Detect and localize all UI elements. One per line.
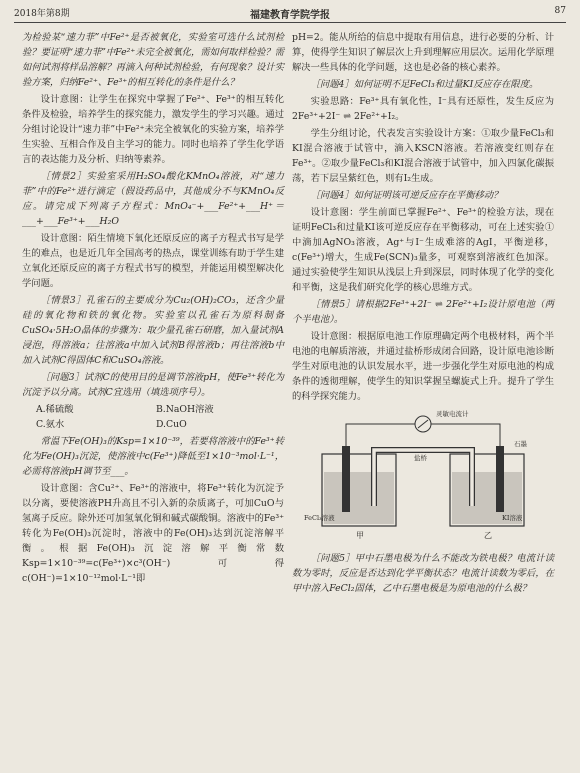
journal-title: 福建教育学院学报 [250, 10, 330, 21]
paragraph: 常温下Fe(OH)₃的Ksp=1×10⁻³⁹，若要将溶液中的Fe³⁺转化为Fe(OH)₃沉淀，使溶液中c(Fe³⁺)降低至1×10⁻³mol·L⁻¹，必需将溶液pH调节至___。 [22, 436, 284, 477]
paragraph: ［问题4］如何证明不足FeCl₃和过量KI反应存在限度。 [310, 79, 539, 90]
cell-diagram [304, 410, 542, 545]
paragraph: ［情景2］实验室采用H₂SO₄酸化KMnO₄溶液，对“速力菲”中的Fe²⁺进行滴定（假设药品中，其他成分不与KMnO₄反应。请完成下列离子方程式：MnO₄⁻+___Fe²⁺+___H⁺＝___+___Fe³⁺+___H₂O [22, 171, 284, 227]
paragraph: pH=2。能从所给的信息中提取有用信息，进行必要的分析、计算，使得学生知识了解层次上升到理解应用层次。运用化学原理解决一些具体的化学问题，这也是必备的核心素养。 [292, 32, 554, 73]
galvanic-cell-figure [304, 410, 542, 545]
graphite-electrode-left [342, 446, 350, 512]
paragraph: ［问题3］试剂C的使用目的是调节溶液pH，使Fe³⁺转化为沉淀予以分离。试剂C宜选用（填选项序号）。 [22, 372, 284, 398]
paragraph: 设计意图：根据原电池工作原理确定两个电极材料，两个半电池的电解质溶液，并通过盐桥形成闭合回路，设计原电池诊断学生对原电池的认识发展水平，进一步强化学生对原电池的构成条件的透彻理解，使学生的知识掌握呈螺旋式上升。提升了学生的科学探究能力。 [292, 331, 554, 402]
right-column [292, 30, 554, 598]
header-rule [14, 22, 566, 23]
paragraph: ［问题5］甲中石墨电极为什么不能改为铁电极？电流计读数为零时，反应是否达到化学平衡状态？电流计读数为零后，在甲中溶入FeCl₂固体，乙中石墨电极是为原电池的什么极？ [292, 553, 554, 594]
right-solution-label: KI溶液 [502, 514, 523, 522]
paragraph: 设计意图：学生前面已掌握Fe²⁺、Fe³⁺的检验方法，现在证明FeCl₃和过量KI该可逆反应存在平衡移动，可在上述实验①中滴加AgNO₃溶液，Ag⁺与I⁻生成难溶的AgI，平衡逆移，c(Fe³⁺)增大，生成Fe(SCN)₃量多，可观察到溶液红色加深。通过实验使学生知识从浅层上升到深层，同时体现了化学的变化和平衡，这是我们研究化学的核心思维方式。 [292, 207, 554, 293]
paragraph: 设计意图：让学生在探究中掌握了Fe²⁺、Fe³⁺的相互转化条件及检验，培养学生的探究能力，激发学生的学习兴趣。通过分组讨论设计“速力菲”中Fe²⁺未完全被氧化的实验方案，培养学生实验、互相合作及自主学习的能力。同时也培养了学生化学语言的表达能力及分析、归纳等素养。 [22, 94, 285, 165]
issue-label: 2018年第8期 [14, 9, 70, 19]
paragraph: 实验思路：Fe³⁺具有氧化性，I⁻具有还原性，发生反应为2Fe³⁺+2I⁻ ⇌ 2Fe²⁺+I₂。 [292, 96, 554, 122]
paragraph: 设计意图：陌生情境下氧化还原反应的离子方程式书写是学生的难点，也是近几年全国高考的热点，课堂训练有助于学生建立氧化还原反应的离子方程式书写的模型，并能运用模型解决化学问题。 [22, 233, 284, 289]
beaker-a-label: 甲 [356, 531, 364, 540]
option-a: A.稀硫酸 [35, 404, 74, 415]
paragraph: ［情景3］孔雀石的主要成分为Cu₂(OH)₂CO₃，还含少量硅的氧化物和铁的氧化物。实验室以孔雀石为原料制备CuSO₄·5H₂O晶体的步骤为：取少量孔雀石研磨，加入量试剂A浸泡，得溶液a；往溶液a中加入试剂B得溶液b；再往溶液b中加入试剂C得固体C和CuSO₄溶液。 [22, 295, 284, 366]
paragraph: 设计意图：含Cu²⁺、Fe³⁺的溶液中，将Fe³⁺转化为沉淀予以分离，要使溶液PH升高且不引入新的杂质离子，可加CuO与氢离子反应。除外还可加氢氧化铜和碱式碳酸铜。溶液中的Fe³⁺转化为Fe(OH)₃沉淀时，溶液中的Fe(OH)₃达到沉淀溶解平衡。根据Fe(OH)₃沉淀溶解平衡常数Ksp=1×10⁻³⁹=c(Fe³⁺)×c³(OH⁻)可得c(OH⁻)=1×10⁻¹²mol·L⁻¹即 [22, 483, 284, 584]
option-c: C.氨水 [35, 419, 65, 430]
beaker-b-label: 乙 [484, 531, 492, 540]
option-b: B.NaOH溶液 [155, 404, 214, 415]
salt-bridge-label: 盐桥 [414, 454, 427, 462]
paragraph: 学生分组讨论，代表发言实验设计方案：①取少量FeCl₃和KI混合溶液于试管中，滴入KSCN溶液。若溶液变红则存在Fe³⁺。②取少量FeCl₃和KI混合溶液于试管中，加入四氯化碳振荡，若下层呈紫红色，则有I₂生成。 [292, 128, 554, 184]
graphite-electrode-right [496, 446, 504, 512]
answer-options [22, 402, 284, 432]
left-solution-label: FeCl₃溶液 [304, 514, 335, 522]
option-d: D.CuO [155, 419, 187, 430]
galvanometer-label: 灵敏电流计 [436, 410, 469, 418]
paragraph: 为检验某“速力菲”中Fe²⁺是否被氧化，实验室可选什么试剂检验？要证明“速力菲”中Fe²⁺未完全被氧化，需如何取样检验？需如何试剂将样品溶解？再滴入何种试剂检验，有何现象？设计实验方案，归纳Fe²⁺、Fe³⁺的相互转化的条件是什么？ [22, 32, 285, 88]
left-column [22, 30, 284, 588]
paragraph: ［问题4］如何证明该可逆反应存在平衡移动？ [310, 190, 503, 201]
graphite-label: 石墨 [514, 440, 527, 448]
page-number: 87 [554, 6, 566, 16]
paragraph: ［情景5］请根据2Fe³⁺+2I⁻ ⇌ 2Fe²⁺+I₂设计原电池（两个半电池）。 [292, 299, 554, 325]
